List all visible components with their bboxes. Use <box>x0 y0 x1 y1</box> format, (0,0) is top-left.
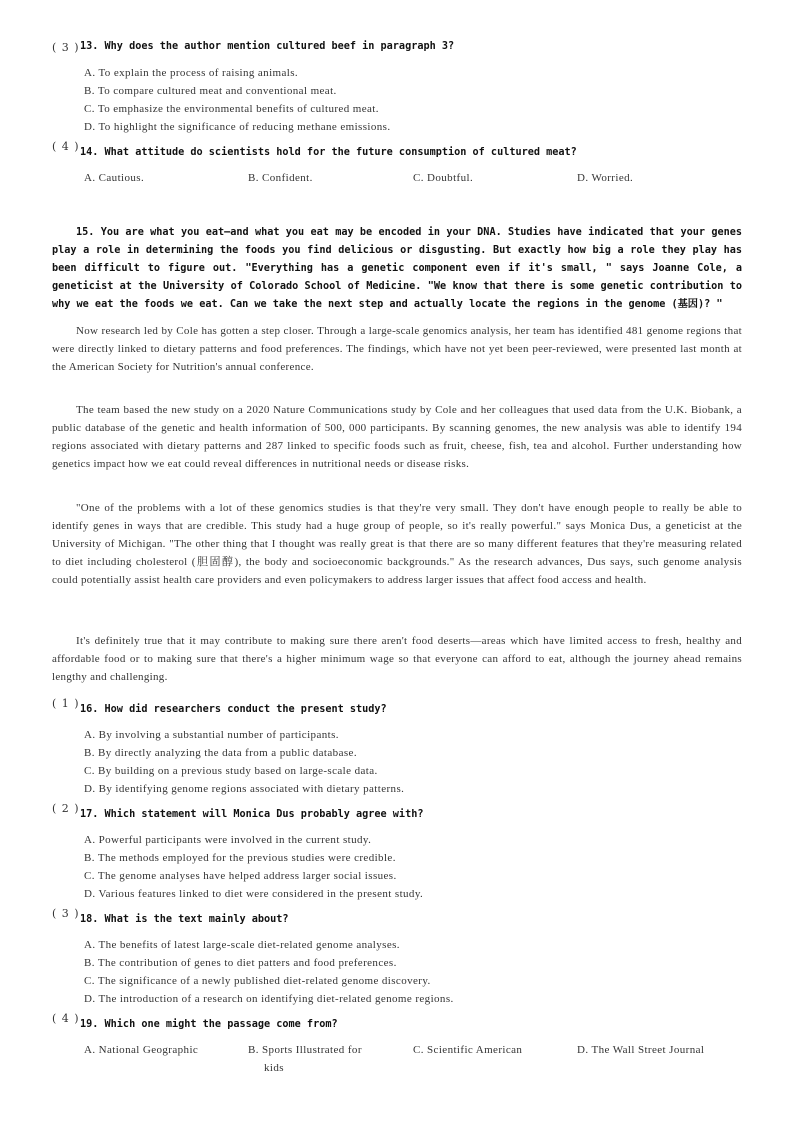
passage-paragraph-3: "One of the problems with a lot of these genomics studies is that they're very small. They don't have enough people to really be able to identify genes in ways that are credible. This study had a huge group of people, so it's really powerful." says Monica Dus, a geneticist at the University of Michigan. "The other thing that I thought was really great is that there are so many different features that they're measuring related to diet including cholesterol (胆固醇), the body and socioeconomic backgrounds." As the research advances, Dus says, such genome analysis could potentially assist health care providers and even policymakers to address larger issues that affect food access and health. <box>52 502 742 586</box>
option-c: C. By building on a previous study based on large-scale data. <box>84 765 378 777</box>
option-b: B. Sports Illustrated for <box>248 1044 362 1056</box>
option-c: C. Scientific American <box>413 1044 523 1056</box>
question-text: 17. Which statement will Monica Dus probably agree with? <box>80 809 424 820</box>
option-d: D. Worried. <box>577 172 634 184</box>
option-a: A. By involving a substantial number of participants. <box>84 729 339 741</box>
option-d: D. By identifying genome regions associated with dietary patterns. <box>84 783 405 795</box>
question-number: ( 3 ) <box>52 907 80 920</box>
option-a: A. To explain the process of raising animals. <box>84 67 299 79</box>
question-number: ( 1 ) <box>52 697 80 710</box>
option-d: D. The introduction of a research on identifying diet-related genome regions. <box>84 993 454 1005</box>
passage-paragraph-2: The team based the new study on a 2020 Nature Communications study by Cole and her colleagues that used data from the U.K. Biobank, a public database of the genetic and health information of 500, 000 participants. By scanning genomes, the new analysis was able to identify 194 regions associated with dietary patterns and 287 linked to specific foods such as fruit, cheese, fish, tea and alcohol. Further understanding how genetics impact how we eat could reveal differences in nutritional needs or disease risks. <box>52 404 742 470</box>
question-text: 18. What is the text mainly about? <box>80 914 289 925</box>
question-number: ( 4 ) <box>52 140 80 153</box>
option-c: C. The genome analyses have helped address larger social issues. <box>84 870 397 882</box>
option-b-wrap: kids <box>264 1062 284 1074</box>
option-b: B. The contribution of genes to diet patters and food preferences. <box>84 957 397 969</box>
option-c: C. Doubtful. <box>413 172 474 184</box>
option-b: B. To compare cultured meat and conventional meat. <box>84 85 337 97</box>
option-a: A. The benefits of latest large-scale diet-related genome analyses. <box>84 939 400 951</box>
option-b: B. Confident. <box>248 172 313 184</box>
passage-paragraph-1: Now research led by Cole has gotten a step closer. Through a large-scale genomics analysis, her team has identified 481 genome regions that were directly linked to dietary patterns and food preferences. The findings, which have not yet been peer-reviewed, were presented last month at the American Society for Nutrition's annual conference. <box>52 325 742 373</box>
question-text: 13. Why does the author mention cultured beef in paragraph 3? <box>80 41 455 52</box>
option-a: A. Cautious. <box>84 172 145 184</box>
option-c: C. The significance of a newly published diet-related genome discovery. <box>84 975 431 987</box>
question-number: ( 3 ) <box>52 41 80 54</box>
option-c: C. To emphasize the environmental benefits of cultured meat. <box>84 103 379 115</box>
option-d: D. To highlight the significance of reducing methane emissions. <box>84 121 391 133</box>
question-number: ( 4 ) <box>52 1012 80 1025</box>
option-a: A. Powerful participants were involved in the current study. <box>84 834 372 846</box>
option-d: D. The Wall Street Journal <box>577 1044 705 1056</box>
option-b: B. The methods employed for the previous studies were credible. <box>84 852 396 864</box>
option-b: B. By directly analyzing the data from a public database. <box>84 747 357 759</box>
question-text: 16. How did researchers conduct the present study? <box>80 704 387 715</box>
option-d: D. Various features linked to diet were considered in the present study. <box>84 888 424 900</box>
question-text: 14. What attitude do scientists hold for the future consumption of cultured meat? <box>80 147 577 158</box>
passage-intro: 15. You are what you eat—and what you eat may be encoded in your DNA. Studies have indicated that your genes play a role in determining the foods you find delicious or disgusting. But exactly how big a role they play has been difficult to figure out. "Everything has a genetic component even if it's small, " says Joanne Cole, a geneticist at the University of Colorado School of Medicine. "We know that there is some genetic contribution to why we eat the foods we eat. Can we take the next step and actually locate the regions in the genome (基因)? " <box>52 227 742 310</box>
question-text: 19. Which one might the passage come from? <box>80 1019 338 1030</box>
passage-paragraph-4: It's definitely true that it may contribute to making sure there aren't food deserts—areas which have limited access to fresh, healthy and affordable food or to making sure that there's a higher minimum wage so that everyone can afford to eat, although the journey ahead remains lengthy and challenging. <box>52 635 742 683</box>
question-number: ( 2 ) <box>52 802 80 815</box>
option-a: A. National Geographic <box>84 1044 199 1056</box>
